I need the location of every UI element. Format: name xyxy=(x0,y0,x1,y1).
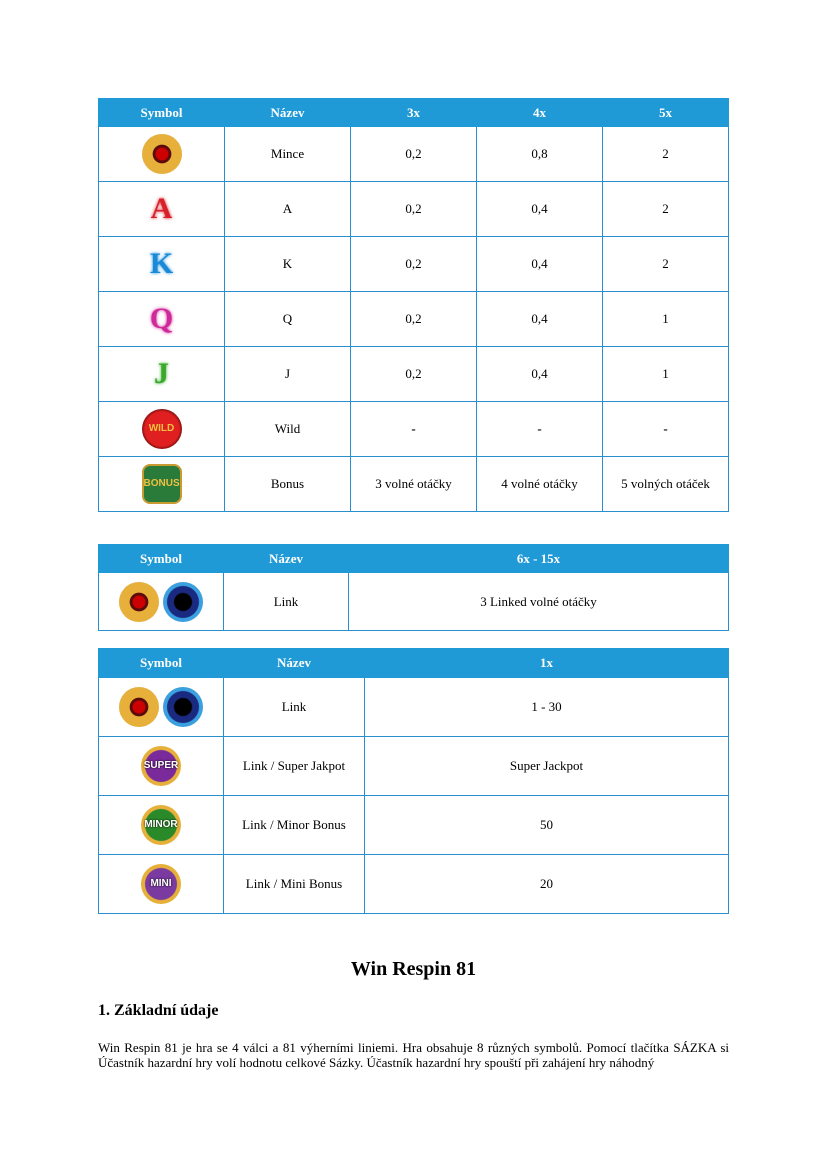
table-row xyxy=(99,678,729,737)
header-1x: 1x xyxy=(365,649,729,678)
cell-5x: - xyxy=(603,402,729,457)
cell-3x: 0,2 xyxy=(351,182,477,237)
table-row xyxy=(99,796,729,855)
cell-4x: 0,4 xyxy=(477,347,603,402)
link-coin-red-icon xyxy=(119,687,159,727)
header-symbol: Symbol xyxy=(99,649,224,678)
header-name: Název xyxy=(225,99,351,127)
cell-value: 50 xyxy=(365,796,729,855)
cell-3x: 0,2 xyxy=(351,237,477,292)
cell-name: Link / Minor Bonus xyxy=(224,796,365,855)
letter-k-icon: K xyxy=(149,247,174,280)
cell-5x: 2 xyxy=(603,127,729,182)
cell-name: Link / Super Jakpot xyxy=(224,737,365,796)
cell-name: Link xyxy=(224,573,349,631)
cell-5x: 2 xyxy=(603,182,729,237)
cell-name: K xyxy=(225,237,351,292)
cell-name: Link xyxy=(224,678,365,737)
cell-name: Bonus xyxy=(225,457,351,512)
cell-4x: 0,4 xyxy=(477,182,603,237)
cell-3x: 0,2 xyxy=(351,127,477,182)
header-name: Název xyxy=(224,649,365,678)
bonus-dragon-icon: BONUS xyxy=(142,464,182,504)
cell-name: Mince xyxy=(225,127,351,182)
section-heading: 1. Základní údaje xyxy=(98,1002,219,1019)
link-coin-red-icon xyxy=(119,582,159,622)
cell-5x: 1 xyxy=(603,347,729,402)
cell-4x: - xyxy=(477,402,603,457)
table-row xyxy=(99,573,729,631)
link-coin-black-icon xyxy=(163,687,203,727)
header-4x: 4x xyxy=(477,99,603,127)
table-row xyxy=(99,292,729,347)
cell-4x: 0,8 xyxy=(477,127,603,182)
cell-name: Wild xyxy=(225,402,351,457)
table-row xyxy=(99,127,729,182)
table-row xyxy=(99,855,729,914)
wild-lantern-icon: WILD xyxy=(142,409,182,449)
cell-value: 3 Linked volné otáčky xyxy=(349,573,729,631)
cell-4x: 4 volné otáčky xyxy=(477,457,603,512)
table-row xyxy=(99,737,729,796)
header-symbol: Symbol xyxy=(99,99,225,127)
table-row xyxy=(99,457,729,512)
table-row xyxy=(99,402,729,457)
cell-name: A xyxy=(225,182,351,237)
paytable-link xyxy=(98,544,729,631)
cell-5x: 5 volných otáček xyxy=(603,457,729,512)
cell-3x: - xyxy=(351,402,477,457)
cell-value: 1 - 30 xyxy=(365,678,729,737)
table-row xyxy=(99,237,729,292)
letter-j-icon: J xyxy=(154,357,169,390)
cell-3x: 0,2 xyxy=(351,347,477,402)
paytable-jackpot xyxy=(98,648,729,914)
cell-4x: 0,4 xyxy=(477,292,603,347)
super-jackpot-icon: SUPER xyxy=(141,746,181,786)
cell-3x: 3 volné otáčky xyxy=(351,457,477,512)
cell-name: Link / Mini Bonus xyxy=(224,855,365,914)
coins-icon xyxy=(142,134,182,174)
cell-4x: 0,4 xyxy=(477,237,603,292)
header-6x-15x: 6x - 15x xyxy=(349,545,729,573)
header-5x: 5x xyxy=(603,99,729,127)
letter-q-icon: Q xyxy=(149,302,174,335)
table-row xyxy=(99,182,729,237)
table-row xyxy=(99,347,729,402)
intro-paragraph: Win Respin 81 je hra se 4 válci a 81 výherními liniemi. Hra obsahuje 8 různých symbolů. Pomocí tlačítka SÁZKA si Účastník hazardní hry volí hodnotu celkové Sázky. Účastník hazardní hry spouští při zahájení hry náhodný xyxy=(98,1040,729,1070)
cell-name: J xyxy=(225,347,351,402)
minor-bonus-icon: MINOR xyxy=(141,805,181,845)
cell-3x: 0,2 xyxy=(351,292,477,347)
paytable-main xyxy=(98,98,729,512)
cell-value: 20 xyxy=(365,855,729,914)
header-symbol: Symbol xyxy=(99,545,224,573)
letter-a-icon: A xyxy=(150,192,173,225)
cell-5x: 1 xyxy=(603,292,729,347)
game-title: Win Respin 81 xyxy=(350,958,477,980)
header-name: Název xyxy=(224,545,349,573)
cell-5x: 2 xyxy=(603,237,729,292)
cell-name: Q xyxy=(225,292,351,347)
cell-value: Super Jackpot xyxy=(365,737,729,796)
link-coin-black-icon xyxy=(163,582,203,622)
mini-bonus-icon: MINI xyxy=(141,864,181,904)
header-3x: 3x xyxy=(351,99,477,127)
